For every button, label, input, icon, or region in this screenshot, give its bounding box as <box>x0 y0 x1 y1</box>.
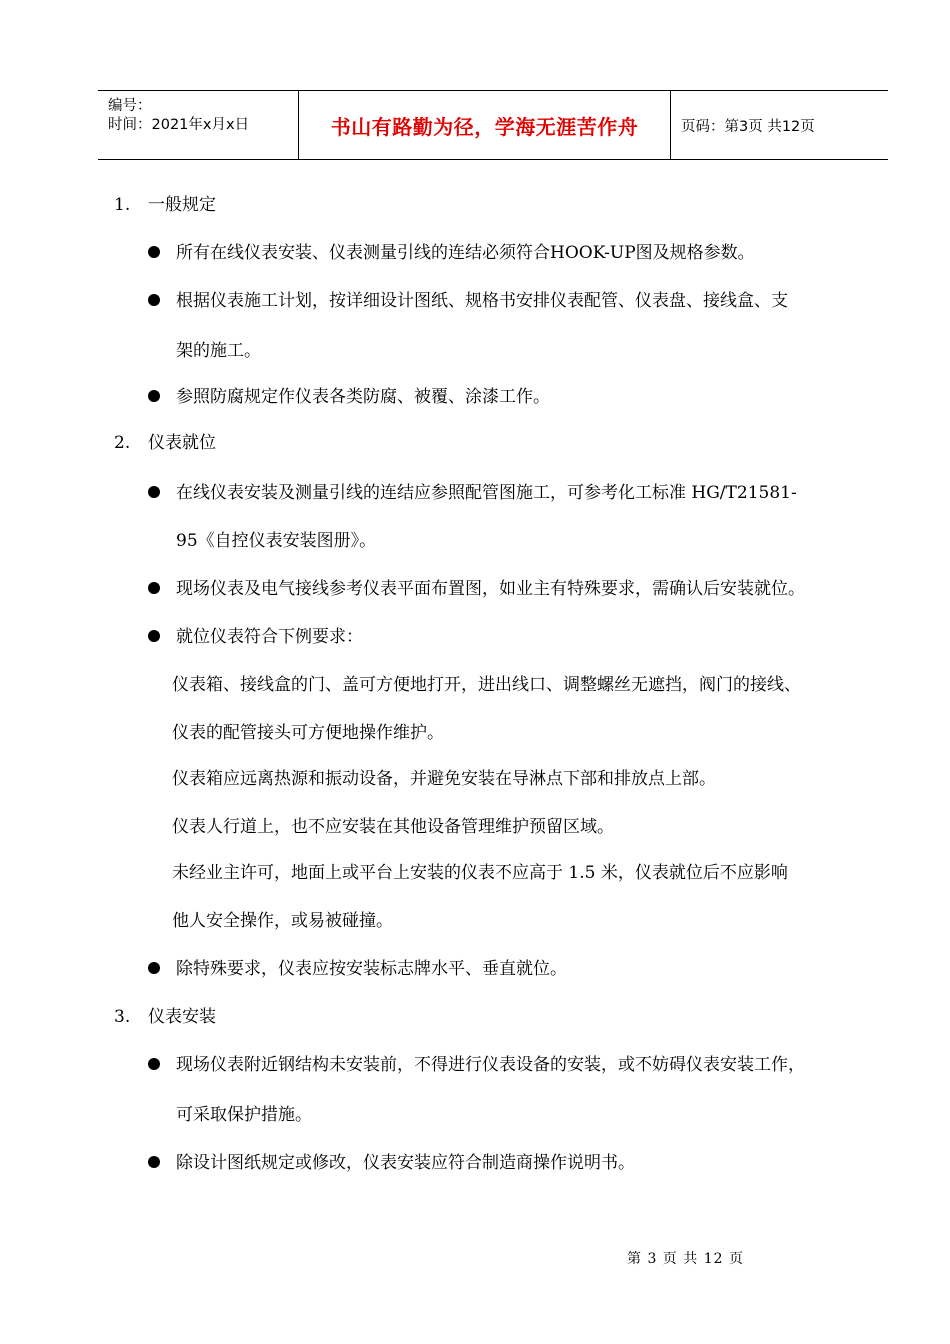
bullet-text: 除设计图纸规定或修改，仪表安装应符合制造商操作说明书。 <box>176 1153 635 1173</box>
requirement-text: 他人安全操作，或易被碰撞。 <box>172 911 393 931</box>
requirement-text: 未经业主许可，地面上或平台上安装的仪表不应高于 1.5 米，仪表就位后不应影响 <box>172 863 788 883</box>
bullet-item <box>148 958 567 980</box>
header-motto-cell <box>299 91 671 159</box>
requirement-text: 仪表的配管接头可方便地操作维护。 <box>172 723 444 743</box>
bullet-item <box>148 386 550 408</box>
section-title: 一般规定 <box>148 195 216 215</box>
section-title: 仪表安装 <box>148 1007 216 1027</box>
header-page-info: 页码：第3页 共12页 <box>681 118 815 135</box>
requirement-text: 仪表箱、接线盒的门、盖可方便地打开，进出线口、调整螺丝无遮挡，阀门的接线、 <box>172 675 801 695</box>
section-title: 仪表就位 <box>148 433 216 453</box>
header-motto: 书山有路勤为径，学海无涯苦作舟 <box>330 114 639 139</box>
bullet-item <box>148 626 363 648</box>
bullet-text: 参照防腐规定作仪表各类防腐、被覆、涂漆工作。 <box>176 387 550 407</box>
bullet-icon <box>148 390 160 402</box>
section-number: 3. <box>114 1007 131 1027</box>
bullet-icon <box>148 630 160 642</box>
bullet-icon <box>148 486 160 498</box>
bullet-text: 就位仪表符合下例要求： <box>176 627 363 647</box>
section-number: 2. <box>114 433 131 453</box>
requirement-text: 仪表箱应远离热源和振动设备，并避免安装在导淋点下部和排放点上部。 <box>172 769 716 789</box>
page-footer: 第 3 页 共 12 页 <box>627 1251 744 1267</box>
bullet-text: 根据仪表施工计划，按详细设计图纸、规格书安排仪表配管、仪表盘、接线盒、支 <box>176 291 788 311</box>
section-heading-3 <box>114 1006 216 1028</box>
bullet-item <box>148 482 797 504</box>
bullet-item <box>148 578 805 600</box>
bullet-text: 在线仪表安装及测量引线的连结应参照配管图施工，可参考化工标准 HG/T21581- <box>176 483 797 503</box>
bullet-item <box>148 290 788 312</box>
bullet-continuation: 架的施工。 <box>176 341 261 361</box>
bullet-icon <box>148 294 160 306</box>
bullet-icon <box>148 962 160 974</box>
bullet-icon <box>148 1156 160 1168</box>
bullet-item <box>148 242 755 264</box>
document-time-label: 时间：2021年x月x日 <box>108 117 250 133</box>
bullet-text: 除特殊要求，仪表应按安装标志牌水平、垂直就位。 <box>176 959 567 979</box>
requirement-text: 仪表人行道上，也不应安装在其他设备管理维护预留区域。 <box>172 817 614 837</box>
document-number-label: 编号： <box>108 98 152 114</box>
section-heading-1 <box>114 194 216 216</box>
bullet-item <box>148 1152 635 1174</box>
bullet-text: 现场仪表附近钢结构未安装前，不得进行仪表设备的安装，或不妨碍仪表安装工作， <box>176 1055 805 1075</box>
section-heading-2 <box>114 432 216 454</box>
bullet-continuation: 95《自控仪表安装图册》。 <box>176 531 377 551</box>
bullet-item <box>148 1054 805 1076</box>
bullet-icon <box>148 1058 160 1070</box>
header-meta-cell <box>98 91 299 159</box>
bullet-text: 现场仪表及电气接线参考仪表平面布置图，如业主有特殊要求，需确认后安装就位。 <box>176 579 805 599</box>
bullet-icon <box>148 582 160 594</box>
bullet-text: 所有在线仪表安装、仪表测量引线的连结必须符合HOOK-UP图及规格参数。 <box>176 243 755 263</box>
section-number: 1. <box>114 195 131 215</box>
bullet-continuation: 可采取保护措施。 <box>176 1105 312 1125</box>
document-header <box>98 90 888 160</box>
bullet-icon <box>148 246 160 258</box>
